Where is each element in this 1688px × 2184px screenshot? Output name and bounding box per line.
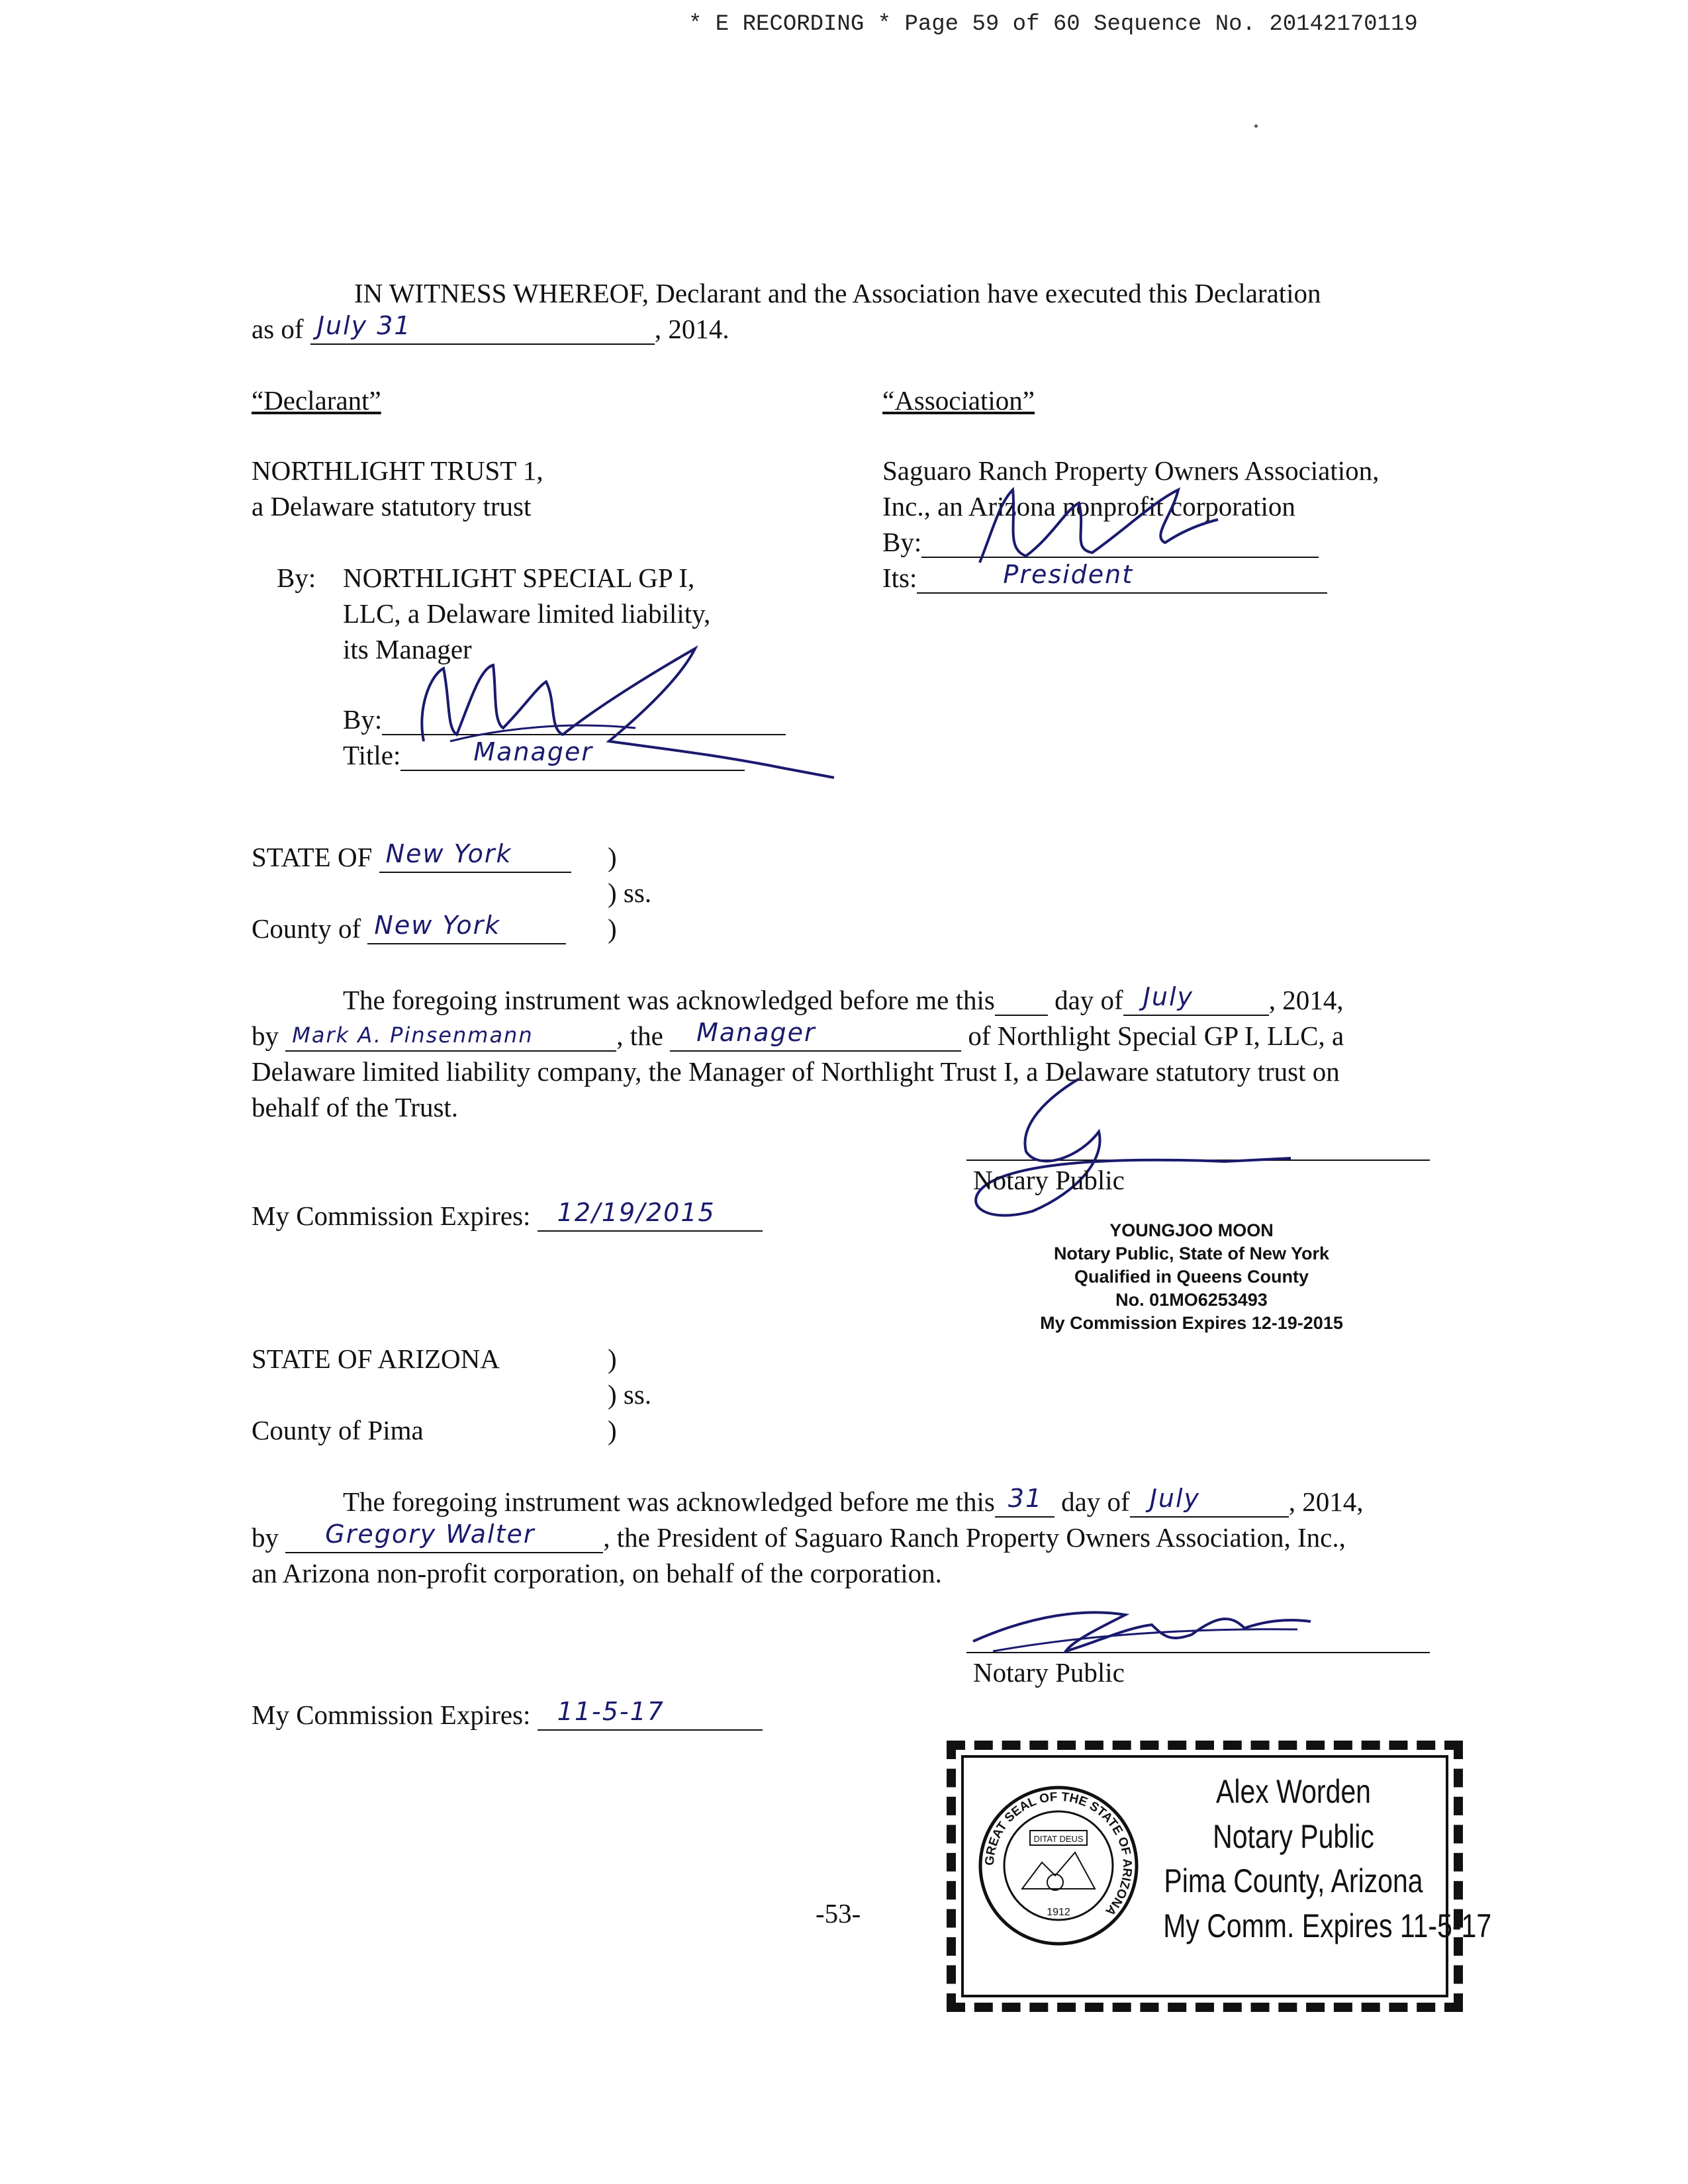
seal-year: 1912 [1047, 1907, 1070, 1918]
declarant-signature [371, 629, 847, 788]
association-line1: Saguaro Ranch Property Owners Association, [882, 455, 1380, 486]
ny-role-handwritten: Manager [696, 1018, 816, 1048]
az-notary-stamp [947, 1741, 1492, 2012]
seal-ring-text: GREAT SEAL OF THE STATE OF ARIZONA [982, 1790, 1135, 1919]
witness-date-handwritten: July 31 [316, 311, 412, 341]
recording-header: * E RECORDING * Page 59 of 60 Sequence No. 20142170119 [688, 12, 1418, 37]
az-day-blank [995, 1484, 1055, 1518]
declarant-name: NORTHLIGHT TRUST 1, [252, 455, 543, 486]
declarant-label: “Declarant” [252, 385, 381, 416]
ny-month-handwritten: July [1143, 982, 1194, 1012]
page-number: -53- [816, 1898, 861, 1929]
ny-stamp-name: YOUNGJOO MOON [1109, 1220, 1274, 1240]
az-ack-by: by [252, 1522, 279, 1553]
association-line2: Inc., an Arizona nonprofit corporation [882, 491, 1295, 522]
ny-ack-year: , 2014, [1268, 985, 1344, 1015]
az-ack-text1: The foregoing instrument was acknowledged before me this [343, 1486, 995, 1517]
ny-commission-handwritten: 12/19/2015 [557, 1198, 716, 1228]
declarant-title-handwritten: Manager [473, 737, 593, 767]
az-stamp-county: Pima County, Arizona [1164, 1862, 1423, 1899]
az-ack-text2: , the President of Saguaro Ranch Property Owners Association, Inc., [603, 1522, 1346, 1553]
az-county-label: County of Pima [252, 1415, 424, 1445]
ny-name-blank [285, 1024, 616, 1052]
az-notary-signature [953, 1588, 1430, 1668]
association-by-label: By: [882, 527, 922, 557]
association-its-label: Its: [882, 563, 917, 593]
az-ack-line1 [343, 1486, 1363, 1518]
ny-commission-line [252, 1198, 763, 1232]
witness-date-blank [310, 311, 655, 345]
ny-ack-text2: of Northlight Special GP I, LLC, a [968, 1021, 1344, 1051]
speck-mark [1254, 124, 1258, 128]
ny-commission-label: My Commission Expires: [252, 1201, 531, 1231]
ny-stamp-line5: My Commission Expires 12-19-2015 [1040, 1313, 1343, 1334]
ny-ack-dayof: day of [1055, 985, 1123, 1015]
ny-paren2: ) [608, 913, 617, 944]
az-month-blank [1130, 1484, 1289, 1518]
ny-state-line [252, 839, 571, 873]
ny-state-label: STATE OF [252, 842, 373, 872]
ny-commission-blank [538, 1198, 763, 1232]
az-ack-line3: an Arizona non-profit corporation, on behalf of the corporation. [252, 1558, 942, 1588]
witness-line: IN WITNESS WHEREOF, Declarant and the Association have executed this Declaration [354, 278, 1321, 308]
seal-motto: DITAT DEUS [1033, 1834, 1084, 1844]
ny-notary-signature [947, 1059, 1410, 1231]
witness-date-line [252, 311, 729, 345]
ny-ack-text1: The foregoing instrument was acknowledged before me this [343, 985, 995, 1015]
ny-name-handwritten: Mark A. Pinsenmann [292, 1023, 534, 1048]
as-of-label: as of [252, 314, 304, 344]
ny-county-label: County of [252, 913, 361, 944]
ny-state-blank [379, 839, 571, 873]
declarant-gp-line1: NORTHLIGHT SPECIAL GP I, [343, 563, 695, 593]
az-paren1: ) [608, 1343, 617, 1374]
ny-ack-line3: Delaware limited liability company, the Manager of Northlight Trust I, a Delaware statutory trust on [252, 1056, 1340, 1087]
az-commission-handwritten: 11-5-17 [557, 1697, 665, 1727]
az-name-handwritten: Gregory Walter [325, 1520, 536, 1549]
witness-year: , 2014. [654, 314, 729, 344]
arizona-seal-icon [976, 1783, 1141, 1948]
az-stamp-name: Alex Worden [1216, 1773, 1371, 1810]
az-notary-label: Notary Public [973, 1657, 1125, 1688]
association-signature [953, 463, 1231, 589]
ny-state-handwritten: New York [385, 839, 512, 869]
az-ack-line2 [252, 1522, 1346, 1553]
ny-day-blank [995, 988, 1048, 1016]
ny-notary-label: Notary Public [973, 1165, 1125, 1195]
az-month-handwritten: July [1149, 1484, 1201, 1514]
ny-notary-stamp [980, 1219, 1403, 1335]
az-paren2: ) [608, 1415, 617, 1445]
ny-ack-line4: behalf of the Trust. [252, 1092, 459, 1122]
declarant-title-label: Title: [343, 740, 401, 770]
az-ack-year: , 2014, [1288, 1486, 1364, 1517]
ny-stamp-line3: Qualified in Queens County [1074, 1267, 1309, 1287]
declarant-type: a Delaware statutory trust [252, 491, 532, 522]
az-day-handwritten: 31 [1008, 1484, 1043, 1514]
ny-ack-by: by [252, 1021, 279, 1051]
az-ack-dayof: day of [1061, 1486, 1130, 1517]
ny-stamp-line2: Notary Public, State of New York [1053, 1244, 1330, 1264]
az-stamp-text [1135, 1770, 1492, 1948]
declarant-by-label: By: [277, 563, 316, 593]
ny-month-blank [1123, 982, 1269, 1016]
az-state-label: STATE OF ARIZONA [252, 1343, 500, 1374]
ny-county-line [252, 913, 566, 944]
az-commission-line [252, 1697, 763, 1731]
declarant-gp-line3: its Manager [343, 634, 472, 664]
ny-ss: ) ss. [608, 878, 652, 908]
az-ss: ) ss. [608, 1379, 652, 1410]
association-its-handwritten: President [1003, 560, 1134, 590]
ny-ack-line1 [343, 982, 1344, 1016]
az-commission-label: My Commission Expires: [252, 1700, 531, 1730]
ny-role-blank [670, 1018, 961, 1052]
ny-ack-line2 [252, 1018, 1344, 1052]
ny-paren1: ) [608, 842, 617, 872]
ny-ack-the: , the [616, 1021, 663, 1051]
ny-stamp-line4: No. 01MO6253493 [1115, 1290, 1268, 1310]
az-commission-blank [538, 1697, 763, 1731]
ny-county-handwritten: New York [374, 911, 501, 940]
association-label: “Association” [882, 385, 1035, 416]
ny-county-blank [367, 911, 566, 944]
declarant-gp-line2: LLC, a Delaware limited liability, [343, 598, 711, 629]
az-stamp-expires: My Comm. Expires 11-5-17 [1163, 1907, 1492, 1944]
az-name-blank [285, 1520, 603, 1553]
az-stamp-title: Notary Public [1213, 1817, 1374, 1855]
declarant-sig-by-label: By: [343, 704, 383, 735]
